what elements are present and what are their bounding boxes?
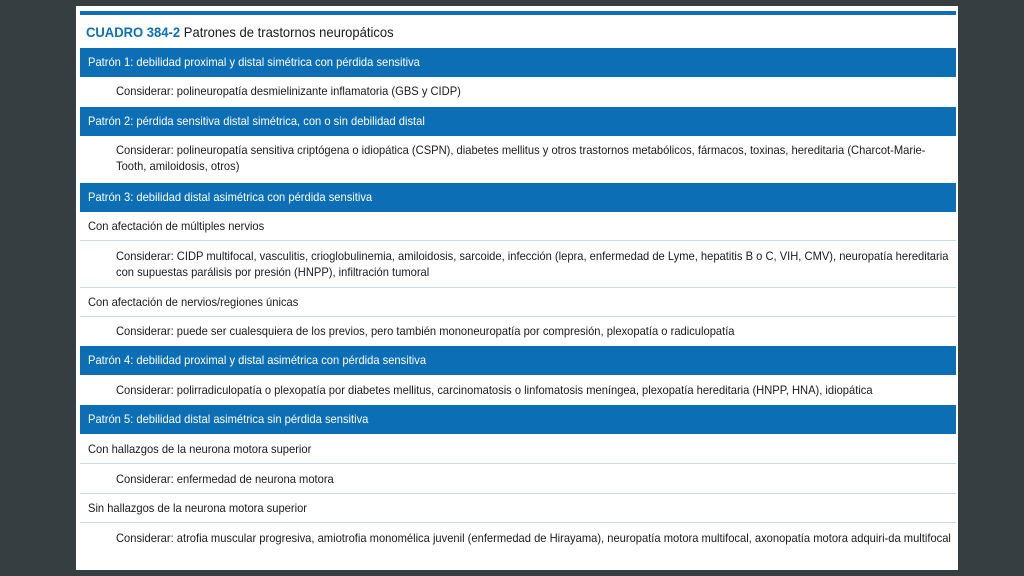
pattern-4-header: Patrón 4: debilidad proximal y distal asimétrica con pérdida sensitiva [80, 346, 956, 375]
pattern-3-sub-multiple: Con afectación de múltiples nervios [88, 219, 265, 233]
pattern-5-sub-without-umn: Sin hallazgos de la neurona motora superior [88, 501, 308, 515]
pattern-3-sub-single: Con afectación de nervios/regiones únicas [88, 295, 299, 309]
pattern-5-consider-without-umn: Considerar: atrofia muscular progresiva, amiotrofia monomélica juvenil (enfermedad de Hirayama), neuropatía motora multifocal, axonopatía motora adquiri-da multifocal [116, 531, 951, 545]
row-separator [80, 316, 956, 317]
pattern-1-consider: Considerar: polineuropatía desmielinizante inflamatoria (GBS y CIDP) [116, 84, 461, 98]
pattern-2-header: Patrón 2: pérdida sensitiva distal simétrica, con o sin debilidad distal [80, 107, 956, 136]
pattern-3-consider-multiple: Considerar: CIDP multifocal, vasculitis, crioglobulinemia, amiloidosis, sarcoide, infección (lepra, enfermedad de Lyme, hepatitis B o C, VIH, CMV), neuropatía hereditaria con supuestas parálisis por presión (HNPP), infiltración tumoral [116, 249, 949, 279]
pattern-5-header: Patrón 5: debilidad distal asimétrica sin pérdida sensitiva [80, 405, 956, 434]
pattern-3-consider-single: Considerar: puede ser cualesquiera de los previos, pero también mononeuropatía por compresión, plexopatía o radiculopatía [116, 324, 735, 338]
table-title-text: Patrones de trastornos neuropáticos [183, 24, 394, 40]
row-separator [80, 522, 956, 523]
pattern-3-header: Patrón 3: debilidad distal asimétrica con pérdida sensitiva [80, 183, 956, 212]
table-label: CUADRO 384-2 [86, 24, 181, 40]
pattern-4-consider: Considerar: polirradiculopatía o plexopatía por diabetes mellitus, carcinomatosis o linfomatosis meníngea, plexopatía hereditaria (HNPP, HNA), idiopática [116, 383, 873, 397]
table-title [86, 24, 394, 40]
row-separator [80, 463, 956, 464]
row-separator [80, 287, 956, 288]
pattern-5-consider-with-umn: Considerar: enfermedad de neurona motora [116, 472, 334, 486]
top-rule [80, 11, 956, 15]
row-separator [80, 493, 956, 494]
pattern-2-consider: Considerar: polineuropatía sensitiva criptógena o idiopática (CSPN), diabetes mellitus y otros trastornos metabólicos, fármacos, toxinas, hereditaria (Charcot-Marie-Tooth, amiloidosis, otros) [116, 143, 926, 173]
row-separator [80, 240, 956, 241]
pattern-1-header: Patrón 1: debilidad proximal y distal simétrica con pérdida sensitiva [80, 48, 956, 77]
document-page [76, 6, 958, 570]
pattern-5-sub-with-umn: Con hallazgos de la neurona motora superior [88, 442, 312, 456]
